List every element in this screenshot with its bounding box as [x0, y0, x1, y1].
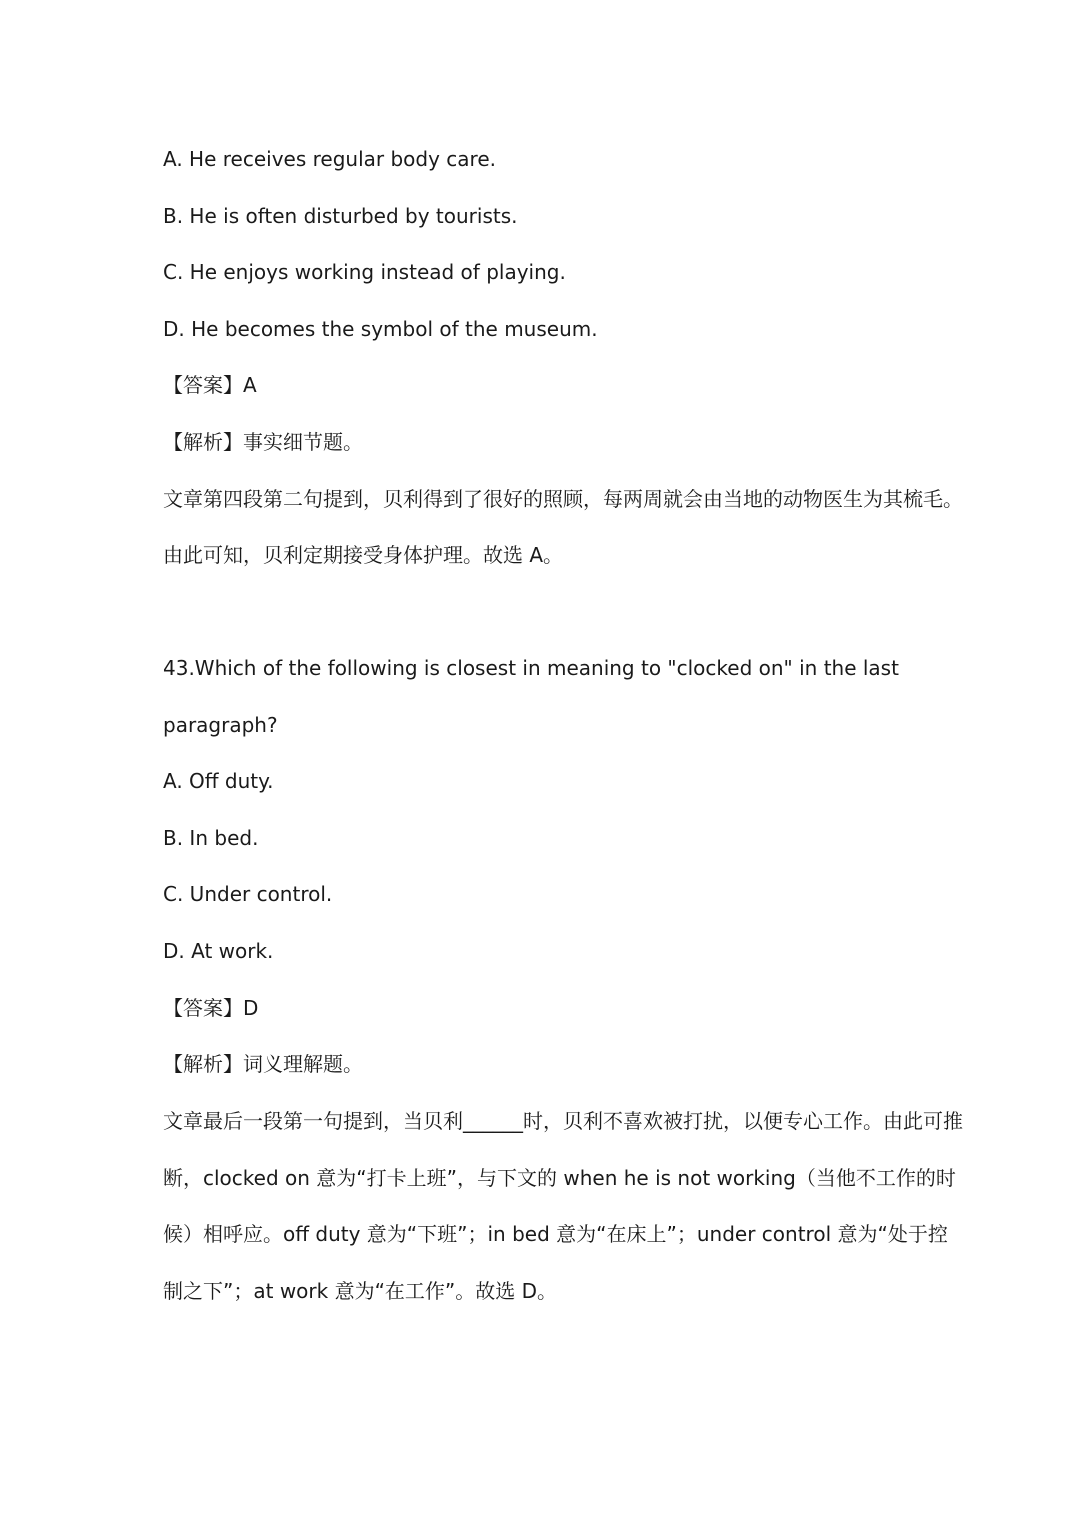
q42-option-a: A. He receives regular body care. — [163, 147, 496, 171]
q42-analysis-line: 由此可知，贝利定期接受身体护理。故选 A。 — [163, 543, 564, 567]
q42-option-c: C. He enjoys working instead of playing. — [163, 260, 566, 284]
q43-option-a: A. Off duty. — [163, 769, 274, 793]
q42-answer: 【答案】A — [163, 373, 257, 397]
q43-analysis-line: 文章最后一段第一句提到，当贝利______时，贝利不喜欢被打扰，以便专心工作。由此可推 — [163, 1109, 963, 1133]
q42-option-b: B. He is often disturbed by tourists. — [163, 204, 518, 228]
q43-option-c: C. Under control. — [163, 882, 333, 906]
q42-analysis-label: 【解析】事实细节题。 — [163, 430, 363, 454]
q43-answer: 【答案】D — [163, 996, 259, 1020]
q43-analysis-label: 【解析】词义理解题。 — [163, 1052, 363, 1076]
q43-analysis-line: 断，clocked on 意为“打卡上班”，与下文的 when he is not working（当他不工作的时 — [163, 1166, 956, 1190]
q42-option-d: D. He becomes the symbol of the museum. — [163, 317, 598, 341]
q43-question: 43.Which of the following is closest in meaning to "clocked on" in the last — [163, 656, 899, 680]
q43-option-b: B. In bed. — [163, 826, 259, 850]
q43-question-continued: paragraph? — [163, 713, 278, 737]
q43-option-d: D. At work. — [163, 939, 274, 963]
q43-analysis-line: 制之下”；at work 意为“在工作”。故选 D。 — [163, 1279, 558, 1303]
q43-analysis-line: 候）相呼应。off duty 意为“下班”；in bed 意为“在床上”；under control 意为“处于控 — [163, 1222, 948, 1246]
q42-analysis-line: 文章第四段第二句提到，贝利得到了很好的照顾，每两周就会由当地的动物医生为其梳毛。 — [163, 487, 963, 511]
